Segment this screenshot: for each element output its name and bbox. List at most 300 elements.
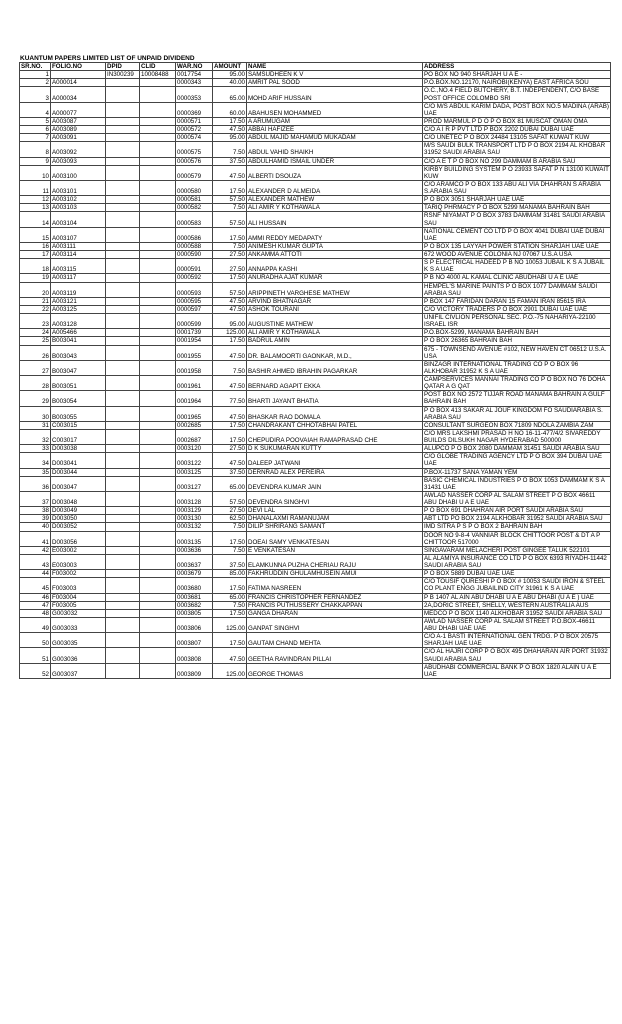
amount-cell: 17.50 bbox=[213, 633, 247, 648]
table-row bbox=[20, 554, 611, 569]
clid-cell bbox=[140, 212, 176, 227]
war-no-cell: 0000586 bbox=[176, 227, 213, 242]
sr-no-cell: 42 bbox=[20, 546, 51, 554]
amount-cell: 37.50 bbox=[213, 554, 247, 569]
folio-no-cell: D003038 bbox=[51, 445, 106, 453]
name-cell: E VENKATESAN bbox=[247, 546, 423, 554]
war-no-cell: 0000581 bbox=[176, 196, 213, 204]
clid-cell bbox=[140, 468, 176, 476]
dpid-cell bbox=[106, 593, 140, 601]
folio-no-cell: B003055 bbox=[51, 406, 106, 421]
address-cell: TARIQ PHRMACY P O BOX 5299 MANAMA BAHRAIN BAH bbox=[423, 204, 611, 212]
clid-cell bbox=[140, 79, 176, 87]
amount-cell: 57.50 bbox=[213, 196, 247, 204]
folio-no-cell: A000014 bbox=[51, 79, 106, 87]
sr-no-cell: 17 bbox=[20, 251, 51, 259]
clid-cell bbox=[140, 126, 176, 134]
name-cell: CHANDRAKANT CHHOTABHAI PATEL bbox=[247, 421, 423, 429]
address-cell: DOOR NO 9-8-4 VANNIAR BLOCK CHITTOOR POST & DT A P CHITTOOR 517000 bbox=[423, 531, 611, 546]
amount-cell: 37.50 bbox=[213, 157, 247, 165]
name-cell: FRANCIS PUTHUSSERY CHAKKAPPAN bbox=[247, 601, 423, 609]
document-title: KUANTUM PAPERS LIMITED LIST OF UNPAID DIVIDEND bbox=[20, 55, 195, 62]
table-row bbox=[20, 79, 611, 87]
folio-no-cell: A003101 bbox=[51, 180, 106, 195]
table-row bbox=[20, 204, 611, 212]
amount-cell: 65.00 bbox=[213, 476, 247, 491]
war-no-cell: 0000572 bbox=[176, 126, 213, 134]
dpid-cell bbox=[106, 601, 140, 609]
amount-cell: 65.00 bbox=[213, 593, 247, 601]
table-row bbox=[20, 609, 611, 617]
war-no-cell: 0003130 bbox=[176, 515, 213, 523]
dpid-cell bbox=[106, 578, 140, 593]
dpid-cell bbox=[106, 515, 140, 523]
folio-no-cell: B003043 bbox=[51, 345, 106, 360]
amount-cell: 17.50 bbox=[213, 180, 247, 195]
name-cell: ANURADHA AJAT KUMAR bbox=[247, 274, 423, 282]
clid-cell bbox=[140, 391, 176, 406]
amount-cell: 47.50 bbox=[213, 453, 247, 468]
table-row bbox=[20, 157, 611, 165]
amount-cell: 77.50 bbox=[213, 391, 247, 406]
dpid-cell bbox=[106, 617, 140, 632]
sr-no-cell: 30 bbox=[20, 406, 51, 421]
folio-no-cell: A003128 bbox=[51, 314, 106, 329]
dpid-cell bbox=[106, 468, 140, 476]
dpid-cell bbox=[106, 531, 140, 546]
clid-cell bbox=[140, 546, 176, 554]
address-cell: 2A,DORIC STREET, SHELLY, WESTERN AUSTRALIA AUS bbox=[423, 601, 611, 609]
war-no-cell: 0003681 bbox=[176, 593, 213, 601]
amount-cell: 47.50 bbox=[213, 376, 247, 391]
dpid-cell bbox=[106, 134, 140, 142]
clid-cell bbox=[140, 570, 176, 578]
table-row bbox=[20, 476, 611, 491]
sr-no-cell: 9 bbox=[20, 157, 51, 165]
amount-cell: 47.50 bbox=[213, 406, 247, 421]
war-no-cell: 0000580 bbox=[176, 180, 213, 195]
amount-cell: 7.50 bbox=[213, 523, 247, 531]
header-dpid: DPID bbox=[106, 63, 140, 71]
amount-cell: 27.50 bbox=[213, 259, 247, 274]
name-cell: GEORGE THOMAS bbox=[247, 663, 423, 678]
war-no-cell: 0003682 bbox=[176, 601, 213, 609]
folio-no-cell: A003089 bbox=[51, 126, 106, 134]
clid-cell bbox=[140, 360, 176, 375]
clid-cell bbox=[140, 157, 176, 165]
war-no-cell: 0003679 bbox=[176, 570, 213, 578]
table-row bbox=[20, 102, 611, 117]
table-row bbox=[20, 617, 611, 632]
dpid-cell bbox=[106, 570, 140, 578]
name-cell: ANNAPPA KASHI bbox=[247, 259, 423, 274]
table-row bbox=[20, 314, 611, 329]
clid-cell bbox=[140, 609, 176, 617]
clid-cell bbox=[140, 314, 176, 329]
name-cell: ANIMESH KUMAR GUPTA bbox=[247, 242, 423, 250]
amount-cell: 7.50 bbox=[213, 204, 247, 212]
dpid-cell bbox=[106, 421, 140, 429]
amount-cell: 47.50 bbox=[213, 648, 247, 663]
sr-no-cell: 11 bbox=[20, 180, 51, 195]
clid-cell bbox=[140, 204, 176, 212]
table-row bbox=[20, 71, 611, 79]
dpid-cell bbox=[106, 204, 140, 212]
dpid-cell bbox=[106, 87, 140, 102]
dpid-cell bbox=[106, 453, 140, 468]
address-cell: C/O TOUSIF QURESHI P O BOX # 10053 SAUDI IRON & STEEL CO PLANT ENGG JUBAILIND CITY 31961 K S A UAE bbox=[423, 578, 611, 593]
table-row bbox=[20, 242, 611, 250]
name-cell: DOEAI SAMY VENKATESAN bbox=[247, 531, 423, 546]
folio-no-cell: A003091 bbox=[51, 134, 106, 142]
address-cell: PROD MARMUL P D O P O BOX 81 MUSCAT OMAN OMA bbox=[423, 117, 611, 125]
clid-cell bbox=[140, 329, 176, 337]
war-no-cell: 0001955 bbox=[176, 345, 213, 360]
dpid-cell bbox=[106, 360, 140, 375]
address-cell: AL ALAMIYA INSURANCE CO LTD P O BOX 6393 RIYADH-11442 SAUDI ARABIA SAU bbox=[423, 554, 611, 569]
address-cell: P.O.BOX-5299, MANAMA BAHRAIN BAH bbox=[423, 329, 611, 337]
name-cell: DILIP SHRIRANG SAMANT bbox=[247, 523, 423, 531]
amount-cell: 62.50 bbox=[213, 515, 247, 523]
clid-cell bbox=[140, 282, 176, 297]
war-no-cell: 0003122 bbox=[176, 453, 213, 468]
clid-cell bbox=[140, 554, 176, 569]
amount-cell: 125.00 bbox=[213, 663, 247, 678]
name-cell: MOHD ARIF HUSSAIN bbox=[247, 87, 423, 102]
address-cell: C/O MRS LAKSHMI PRASAD H NO 16-11-477/4/2 SIVAREDDY BUILDS DILSUKH NAGAR HYDERABAD 500000 bbox=[423, 429, 611, 444]
table-row bbox=[20, 468, 611, 476]
table-row bbox=[20, 633, 611, 648]
table-row bbox=[20, 180, 611, 195]
war-no-cell: 0003680 bbox=[176, 578, 213, 593]
table-row bbox=[20, 515, 611, 523]
sr-no-cell: 6 bbox=[20, 126, 51, 134]
table-row bbox=[20, 117, 611, 125]
dpid-cell bbox=[106, 429, 140, 444]
war-no-cell: 0002687 bbox=[176, 429, 213, 444]
sr-no-cell: 48 bbox=[20, 609, 51, 617]
sr-no-cell: 19 bbox=[20, 274, 51, 282]
address-cell: C/O UNETEC P O BOX 24484 13105 SAFAT KUWAIT KUW bbox=[423, 134, 611, 142]
war-no-cell: 0003129 bbox=[176, 507, 213, 515]
clid-cell bbox=[140, 87, 176, 102]
dpid-cell bbox=[106, 274, 140, 282]
address-cell: RSNF NIYAMAT P O BOX 3783 DAMMAM 31481 SAUDI ARABIA SAU bbox=[423, 212, 611, 227]
sr-no-cell: 12 bbox=[20, 196, 51, 204]
sr-no-cell: 22 bbox=[20, 305, 51, 313]
amount-cell: 95.00 bbox=[213, 314, 247, 329]
folio-no-cell: A000077 bbox=[51, 102, 106, 117]
folio-no-cell: F003002 bbox=[51, 570, 106, 578]
sr-no-cell: 20 bbox=[20, 282, 51, 297]
table-row bbox=[20, 297, 611, 305]
amount-cell: 95.00 bbox=[213, 134, 247, 142]
address-cell: 672 WOOD AVENUE COLONIA NJ 07067 U.S.A USA bbox=[423, 251, 611, 259]
sr-no-cell: 32 bbox=[20, 429, 51, 444]
dpid-cell bbox=[106, 314, 140, 329]
name-cell: DEVENDRA SINGHVI bbox=[247, 491, 423, 506]
folio-no-cell: E003002 bbox=[51, 546, 106, 554]
table-row bbox=[20, 345, 611, 360]
name-cell: DEVI LAL bbox=[247, 507, 423, 515]
war-no-cell: 0003806 bbox=[176, 617, 213, 632]
sr-no-cell: 43 bbox=[20, 554, 51, 569]
address-cell: ABUDHABI COMMERCIAL BANK P O BOX 1820 ALAIN U A E UAE bbox=[423, 663, 611, 678]
address-cell: AWLAD NASSER CORP AL SALAM STREET P O BOX 46611 ABU DHABI U A E UAE bbox=[423, 491, 611, 506]
folio-no-cell: G003032 bbox=[51, 609, 106, 617]
dpid-cell bbox=[106, 406, 140, 421]
address-cell: C/O AL HAJRI CORP P O BOX 495 DHAHARAN AIR PORT 31932 SAUDI ARABIA SAU bbox=[423, 648, 611, 663]
unpaid-dividend-table bbox=[19, 62, 611, 679]
table-row bbox=[20, 282, 611, 297]
name-cell: ABDULHAMID ISMAIL UNDER bbox=[247, 157, 423, 165]
name-cell: FAKHRUDDIN GHULAMHUSEIN AMUI bbox=[247, 570, 423, 578]
war-no-cell: 0003636 bbox=[176, 546, 213, 554]
sr-no-cell: 26 bbox=[20, 345, 51, 360]
clid-cell bbox=[140, 515, 176, 523]
name-cell: BERNARD AGAPIT EKKA bbox=[247, 376, 423, 391]
sr-no-cell: 33 bbox=[20, 445, 51, 453]
amount-cell: 125.00 bbox=[213, 329, 247, 337]
amount-cell: 85.00 bbox=[213, 570, 247, 578]
address-cell: P BOX 147 FARIDAN DARAN 15 FAMAN IRAN 85615 IRA bbox=[423, 297, 611, 305]
sr-no-cell: 51 bbox=[20, 648, 51, 663]
dpid-cell bbox=[106, 491, 140, 506]
folio-no-cell: A003102 bbox=[51, 196, 106, 204]
folio-no-cell: C003017 bbox=[51, 429, 106, 444]
folio-no-cell: A003107 bbox=[51, 227, 106, 242]
clid-cell bbox=[140, 376, 176, 391]
folio-no-cell: A005466 bbox=[51, 329, 106, 337]
folio-no-cell: F003004 bbox=[51, 593, 106, 601]
table-row bbox=[20, 329, 611, 337]
dpid-cell bbox=[106, 165, 140, 180]
table-row bbox=[20, 165, 611, 180]
war-no-cell: 0001961 bbox=[176, 376, 213, 391]
sr-no-cell: 28 bbox=[20, 376, 51, 391]
folio-no-cell: A000034 bbox=[51, 87, 106, 102]
war-no-cell: 0001965 bbox=[176, 406, 213, 421]
folio-no-cell: G003037 bbox=[51, 663, 106, 678]
clid-cell bbox=[140, 259, 176, 274]
amount-cell: 17.50 bbox=[213, 117, 247, 125]
clid-cell bbox=[140, 578, 176, 593]
dpid-cell bbox=[106, 546, 140, 554]
clid-cell bbox=[140, 593, 176, 601]
war-no-cell: 0001958 bbox=[176, 360, 213, 375]
clid-cell bbox=[140, 453, 176, 468]
sr-no-cell: 50 bbox=[20, 633, 51, 648]
name-cell: ABDUL VAHID SHAIKH bbox=[247, 142, 423, 157]
dpid-cell bbox=[106, 102, 140, 117]
sr-no-cell: 14 bbox=[20, 212, 51, 227]
folio-no-cell: C003015 bbox=[51, 421, 106, 429]
dpid-cell bbox=[106, 142, 140, 157]
clid-cell bbox=[140, 142, 176, 157]
table-row bbox=[20, 360, 611, 375]
war-no-cell: 0000571 bbox=[176, 117, 213, 125]
war-no-cell: 0003128 bbox=[176, 491, 213, 506]
clid-cell bbox=[140, 445, 176, 453]
folio-no-cell: E003003 bbox=[51, 554, 106, 569]
war-no-cell: 0000593 bbox=[176, 282, 213, 297]
dpid-cell bbox=[106, 554, 140, 569]
clid-cell bbox=[140, 421, 176, 429]
sr-no-cell: 16 bbox=[20, 242, 51, 250]
folio-no-cell: A003103 bbox=[51, 204, 106, 212]
amount-cell: 27.50 bbox=[213, 251, 247, 259]
folio-no-cell: G003035 bbox=[51, 633, 106, 648]
sr-no-cell: 41 bbox=[20, 531, 51, 546]
dpid-cell bbox=[106, 180, 140, 195]
clid-cell bbox=[140, 102, 176, 117]
address-cell: BINZAGR INTERNATIONAL TRADING CO P O BOX 96 ALKHOBAR 31952 K S A UAE bbox=[423, 360, 611, 375]
address-cell: P.O.BOX.NO.12170, NAIROBI(KENYA) EAST AFRICA SOU bbox=[423, 79, 611, 87]
war-no-cell: 0001964 bbox=[176, 391, 213, 406]
dpid-cell bbox=[106, 476, 140, 491]
header-srno: SR.NO. bbox=[20, 63, 51, 71]
table-row bbox=[20, 601, 611, 609]
war-no-cell: 0001739 bbox=[176, 329, 213, 337]
name-cell: CHEPUDIRA POOVAIAH RAMAPRASAD CHE bbox=[247, 429, 423, 444]
amount-cell: 17.50 bbox=[213, 578, 247, 593]
amount-cell: 37.50 bbox=[213, 468, 247, 476]
folio-no-cell: F003003 bbox=[51, 578, 106, 593]
sr-no-cell: 36 bbox=[20, 476, 51, 491]
sr-no-cell: 25 bbox=[20, 337, 51, 345]
name-cell: ALI AMIR Y KOTHAWALA bbox=[247, 329, 423, 337]
amount-cell: 17.50 bbox=[213, 531, 247, 546]
sr-no-cell: 15 bbox=[20, 227, 51, 242]
war-no-cell: 0003809 bbox=[176, 663, 213, 678]
war-no-cell: 0003135 bbox=[176, 531, 213, 546]
address-cell: POST BOX NO 2572 TIJJAR ROAD MANAMA BAHRAIN A GULF BAHRAIN BAH bbox=[423, 391, 611, 406]
amount-cell: 125.00 bbox=[213, 617, 247, 632]
dpid-cell bbox=[106, 376, 140, 391]
dpid-cell bbox=[106, 157, 140, 165]
name-cell: BASHIR AHMED IBRAHIN PAGARKAR bbox=[247, 360, 423, 375]
war-no-cell: 0003805 bbox=[176, 609, 213, 617]
address-cell: P O BOX 691 DHAHRAN AIR PORT SAUDI ARABIA SAU bbox=[423, 507, 611, 515]
war-no-cell: 0000582 bbox=[176, 204, 213, 212]
dpid-cell bbox=[106, 227, 140, 242]
address-cell: C/O A-1 BASTI INTERNATIONAL GEN TRDG. P O BOX 20575 SHARJAH UAE UAE bbox=[423, 633, 611, 648]
war-no-cell: 0000588 bbox=[176, 242, 213, 250]
amount-cell: 57.50 bbox=[213, 282, 247, 297]
clid-cell bbox=[140, 117, 176, 125]
address-cell: P O BOX 135 LAYYAH POWER STATION SHARJAH UAE UAE bbox=[423, 242, 611, 250]
folio-no-cell: A003117 bbox=[51, 274, 106, 282]
amount-cell: 17.50 bbox=[213, 274, 247, 282]
clid-cell bbox=[140, 523, 176, 531]
header-amount: AMOUNT bbox=[213, 63, 247, 71]
sr-no-cell: 23 bbox=[20, 314, 51, 329]
folio-no-cell: D003047 bbox=[51, 476, 106, 491]
sr-no-cell: 46 bbox=[20, 593, 51, 601]
name-cell: GAUTAM CHAND MEHTA bbox=[247, 633, 423, 648]
table-row bbox=[20, 227, 611, 242]
table-row bbox=[20, 453, 611, 468]
war-no-cell: 0000369 bbox=[176, 102, 213, 117]
table-row bbox=[20, 648, 611, 663]
amount-cell: 47.50 bbox=[213, 297, 247, 305]
clid-cell bbox=[140, 337, 176, 345]
address-cell: KIRBY BUILDING SYSTEM P O 23933 SAFAT P N 13100 KUWAIT KUW bbox=[424, 165, 609, 180]
address-cell: NATIONAL CEMENT CO LTD P O BOX 4041 DUBAI UAE DUBAI UAE bbox=[423, 227, 611, 242]
dpid-cell bbox=[106, 648, 140, 663]
sr-no-cell: 29 bbox=[20, 391, 51, 406]
table-header-row bbox=[20, 63, 611, 71]
name-cell: GEETHA RAVINDRAN PILLAI bbox=[247, 648, 423, 663]
name-cell: ALEXANDER D ALMEIDA bbox=[247, 180, 423, 195]
table-row bbox=[20, 578, 611, 593]
name-cell: AMMI REDDY MEDAPATY bbox=[247, 227, 423, 242]
address-cell: ALUPCO P O BOX 2080 DAMMAM 31451 SAUDI ARABIA SAU bbox=[423, 445, 611, 453]
amount-cell: 57.50 bbox=[213, 491, 247, 506]
table-body bbox=[20, 71, 611, 679]
sr-no-cell: 38 bbox=[20, 507, 51, 515]
folio-no-cell: D003041 bbox=[51, 453, 106, 468]
sr-no-cell: 7 bbox=[20, 134, 51, 142]
war-no-cell: 0000343 bbox=[176, 79, 213, 87]
table-row bbox=[20, 337, 611, 345]
folio-no-cell: A003093 bbox=[51, 157, 106, 165]
dpid-cell bbox=[106, 126, 140, 134]
war-no-cell: 0000590 bbox=[176, 251, 213, 259]
folio-no-cell: D003056 bbox=[51, 531, 106, 546]
dpid-cell bbox=[106, 633, 140, 648]
address-cell: HEMPEL'S MARINE PAINTS P O BOX 1077 DAMMAM SAUDI ARABIA SAU bbox=[423, 282, 611, 297]
folio-no-cell: D003044 bbox=[51, 468, 106, 476]
table-row bbox=[20, 507, 611, 515]
war-no-cell: 0000353 bbox=[176, 87, 213, 102]
table-row bbox=[20, 406, 611, 421]
clid-cell bbox=[140, 227, 176, 242]
sr-no-cell: 2 bbox=[20, 79, 51, 87]
war-no-cell: 0000574 bbox=[176, 134, 213, 142]
table-row bbox=[20, 445, 611, 453]
sr-no-cell: 21 bbox=[20, 297, 51, 305]
table-row bbox=[20, 523, 611, 531]
table-row bbox=[20, 212, 611, 227]
name-cell: DALEEP JATWANI bbox=[247, 453, 423, 468]
name-cell: ALBERTI DSOUZA bbox=[247, 165, 423, 180]
name-cell: AUGUSTINE MATHEW bbox=[247, 314, 423, 329]
war-no-cell: 0001954 bbox=[176, 337, 213, 345]
war-no-cell: 0002685 bbox=[176, 421, 213, 429]
name-cell: AMRIT PAL SOOD bbox=[247, 79, 423, 87]
clid-cell bbox=[140, 476, 176, 491]
header-warno: WAR.NO bbox=[176, 63, 213, 71]
clid-cell bbox=[140, 180, 176, 195]
amount-cell: 17.50 bbox=[213, 227, 247, 242]
war-no-cell: 0003637 bbox=[176, 554, 213, 569]
amount-cell: 17.50 bbox=[213, 421, 247, 429]
war-no-cell: 0017754 bbox=[176, 71, 213, 79]
name-cell: BHASKAR RAO DOMALA bbox=[247, 406, 423, 421]
dpid-cell bbox=[106, 609, 140, 617]
name-cell: DHANALAXMI RAMANUJAM bbox=[247, 515, 423, 523]
address-cell: PO BOX NO 940 SHARJAH U A E - bbox=[423, 71, 611, 79]
table-row bbox=[20, 305, 611, 313]
name-cell: A ARUMUGAM bbox=[247, 117, 423, 125]
dpid-cell bbox=[106, 259, 140, 274]
address-cell: C/O VICTORY TRADERS P O BOX 2901 DUBAI UAE UAE bbox=[423, 305, 611, 313]
war-no-cell: 0003125 bbox=[176, 468, 213, 476]
address-cell: CONSULTANT SURGEON BOX 71809 NDOLA ZAMBIA ZAM bbox=[423, 421, 611, 429]
table-row bbox=[20, 376, 611, 391]
folio-no-cell: B003047 bbox=[51, 360, 106, 375]
